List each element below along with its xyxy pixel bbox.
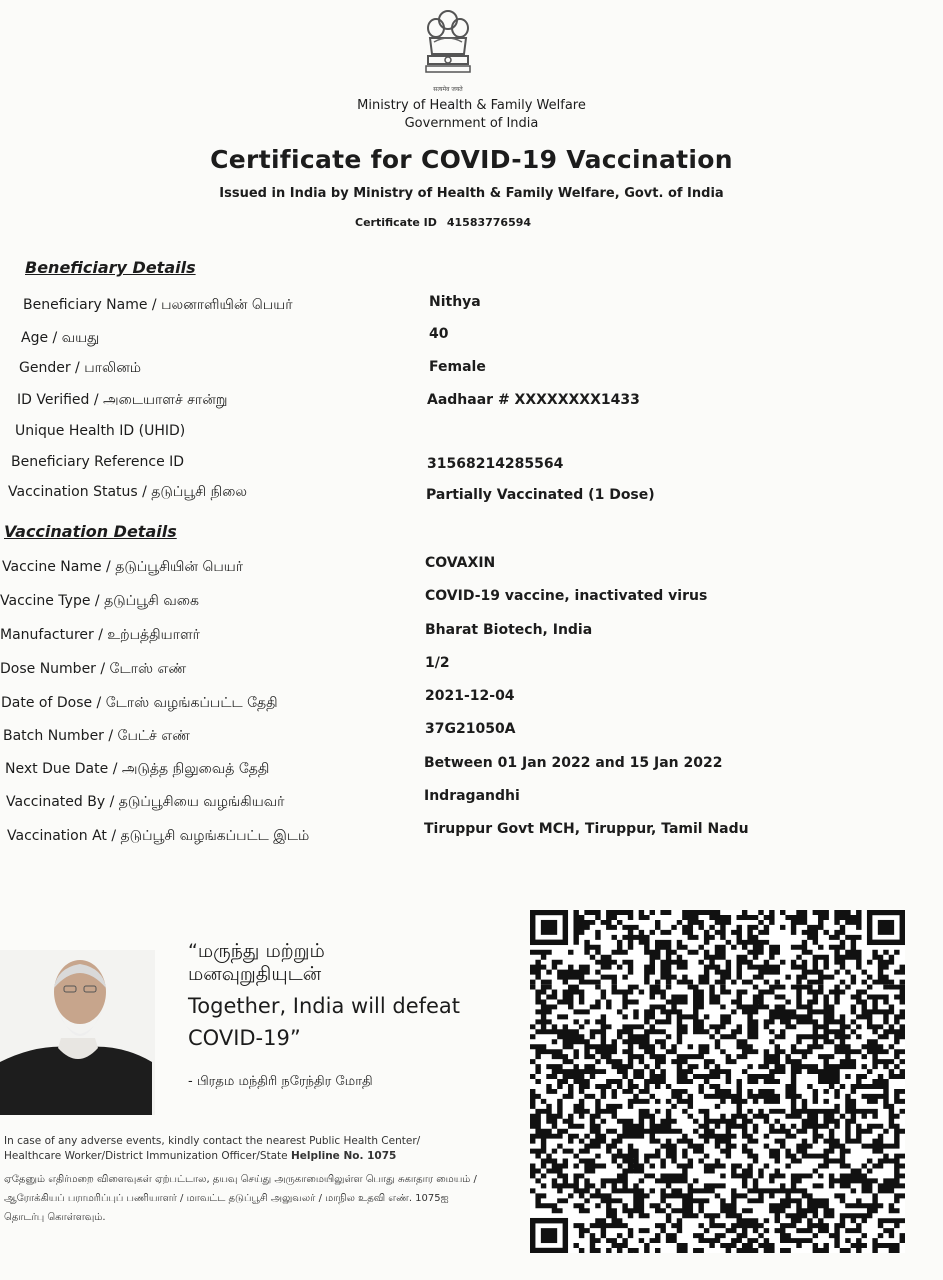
page-subtitle: Issued in India by Ministry of Health & Family Welfare, Govt. of India xyxy=(219,186,724,201)
uhid-label: Unique Health ID (UHID) xyxy=(15,423,186,439)
dose-number-label: Dose Number / டோஸ் எண் xyxy=(0,661,187,677)
next-due-date-label: Next Due Date / அடுத்த நிலுவைத் தேதி xyxy=(5,761,270,777)
helpline-text: In case of any adverse events, kindly contact the nearest Public Health Center/ Healthcare Worker/District Immunization Officer/State xyxy=(4,1135,421,1162)
next-due-date-value: Between 01 Jan 2022 and 15 Jan 2022 xyxy=(424,755,723,771)
beneficiary-heading: Beneficiary Details xyxy=(25,258,196,277)
vaccination-at-label: Vaccination At / தடுப்பூசி வழங்கப்பட்ட இடம் xyxy=(7,828,310,844)
certificate-id xyxy=(355,216,531,229)
quote-attribution: - பிரதம மந்திரி நரேந்திர மோதி xyxy=(188,1074,373,1089)
certificate-id-label: Certificate ID xyxy=(355,216,437,229)
certificate-id-value: 41583776594 xyxy=(446,216,532,229)
age-value: 40 xyxy=(429,326,449,342)
vaccine-type-value: COVID-19 vaccine, inactivated virus xyxy=(425,588,708,604)
vaccine-name-value: COVAXIN xyxy=(425,555,496,571)
batch-number-label: Batch Number / பேட்ச் எண் xyxy=(3,728,190,744)
helpline-tamil: ஏதேனும் எதிர்மறை விளைவுகள் ஏற்பட்டால, தயவு செய்து அருகாமையிலுள்ள பொது சுகாதார மையம் / ஆரோக்கியப் பராமரிப்புப் பணியாளர் / மாவட்ட தடுப்பூசி அலுவலர் / மாநில உதவி எண். 1075ஐ தொடர்பு கொள்ளவும். xyxy=(4,1174,477,1223)
reference-id-label: Beneficiary Reference ID xyxy=(11,454,185,470)
vaccination-at-value: Tiruppur Govt MCH, Tiruppur, Tamil Nadu xyxy=(424,821,749,837)
helpline-number: Helpline No. 1075 xyxy=(290,1150,397,1162)
manufacturer-label: Manufacturer / உற்பத்தியாளர் xyxy=(0,627,200,643)
vaccine-type-label: Vaccine Type / தடுப்பூசி வகை xyxy=(0,593,199,609)
age-label: Age / வயது xyxy=(21,330,100,346)
vaccine-name-label: Vaccine Name / தடுப்பூசியின் பெயர் xyxy=(2,559,244,575)
government-name: Government of India xyxy=(404,116,539,131)
beneficiary-name-value: Nithya xyxy=(429,294,481,310)
vaccination-heading: Vaccination Details xyxy=(4,522,177,541)
ministry-name: Ministry of Health & Family Welfare xyxy=(357,98,586,113)
national-emblem-icon xyxy=(420,6,476,86)
dose-number-value: 1/2 xyxy=(425,655,450,671)
vaccination-status-value: Partially Vaccinated (1 Dose) xyxy=(426,487,655,503)
date-of-dose-label: Date of Dose / டோஸ் வழங்கப்பட்ட தேதி xyxy=(1,695,278,711)
qr-code xyxy=(530,910,905,1253)
page-title: Certificate for COVID-19 Vaccination xyxy=(210,145,733,174)
date-of-dose-value: 2021-12-04 xyxy=(425,688,515,704)
portrait-photo xyxy=(0,950,155,1115)
reference-id-value: 31568214285564 xyxy=(427,456,564,472)
id-verified-label: ID Verified / அடையாளச் சான்று xyxy=(17,392,228,408)
quote-english: Together, India will defeat COVID-19” xyxy=(188,994,461,1050)
vaccination-status-label: Vaccination Status / தடுப்பூசி நிலை xyxy=(8,484,248,500)
quote-tamil: “மருந்து மற்றும் மனவுறுதியுடன் xyxy=(188,940,325,985)
emblem-caption: सत्यमेव जयते xyxy=(433,86,463,93)
manufacturer-value: Bharat Biotech, India xyxy=(425,622,593,638)
vaccinated-by-value: Indragandhi xyxy=(424,788,520,804)
batch-number-value: 37G21050A xyxy=(425,721,516,737)
id-verified-value: Aadhaar # XXXXXXXX1433 xyxy=(427,392,640,408)
gender-label: Gender / பாலினம் xyxy=(19,360,142,376)
beneficiary-name-label: Beneficiary Name / பலனாளியின் பெயர் xyxy=(23,297,293,313)
helpline-english xyxy=(4,1134,474,1164)
vaccinated-by-label: Vaccinated By / தடுப்பூசியை வழங்கியவர் xyxy=(6,794,285,810)
gender-value: Female xyxy=(429,359,486,375)
